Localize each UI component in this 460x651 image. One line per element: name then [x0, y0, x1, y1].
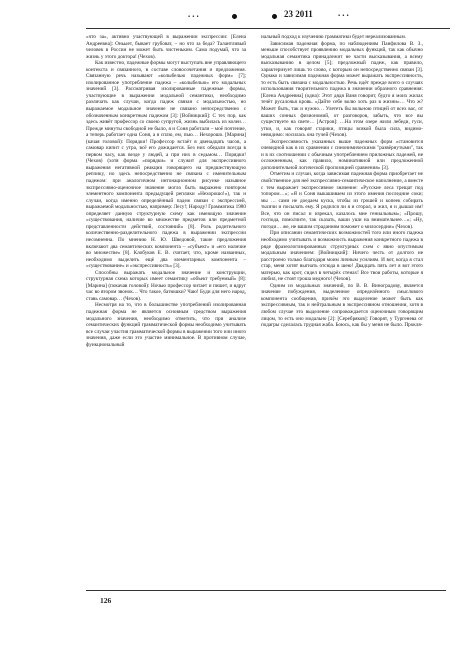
header-rule — [86, 28, 450, 29]
paragraph: «что за», активно участвующей в выражении экспрессии: [Елена Андреевна]: Оньыет, бывает грубоват, – но что за беда? Талантливый человек в России не может быть чистеньким. Сама подумай, что за жизнь у этого доктора! (Чехов). — [86, 34, 246, 60]
page-number: 126 — [100, 596, 112, 605]
running-header — [0, 0, 460, 30]
paragraph: Одним из модальных значений, по В. В. Виноградову, является значение побуждения, выделенное определённого смыслового компонента сообщения, причём это выделение может быть как экспрессивным, так и нейтральным в экспрессивном отношении, хотя в любом случае это выделение сопровождается оценочным говорящим лицом, то есть оно модально [2]: [Серебряков]: Говорят, у Тургенева от подагры сделалась грудная жаба. Боюсь, как бы у меня не было. Прокля- — [261, 282, 423, 329]
right-column — [261, 34, 423, 329]
footer-rule — [86, 590, 446, 591]
paragraph: Как известно, падежные формы могут выступать вне управляющего контекста и связанного, в составе словосочетания и предложения. Связанную речь называют «колыбелью падежных форм» [7]; изолированное употребление падежа – «колыбелью» его модальных значений [3]. Рассматривая изолированные падежные формы, участвующие в выражении модальной семантики, необходимо различать как случаи, когда падеж связан с модальностью, но выражаемое модальное значение не связано непосредственно с обозначенным конкретным падежом [3]: [Войницкий]: С тех пор, как здесь живёт профессор со своею супругой, жизнь выбилась из колеи… Прежде минуты свободной не было, я и Соня работали – моё почтение, а теперь работает одна Соня, а я сплю, ем, пью… Нехорошо. [Марина] (качая головой): Порядки! Профессор встаёт в двенадцать часов, а самовар кипит с утра, всё его дожидается. Без них обедали всегда в первом часу, как везде у людей, а при них в седьмом… Порядки! (Чехов) (хотя форма «порядки» и служит для экспрессивного выражения негативной реакции говорящего на предшествующую реплику, но здесь непосредственно не связана с именительным падежом: при аналогичном интонационном рисунке назывное экспрессивно-оценочное значение могло быть выражено повтором элементного компонента предыдущей реплики «Нехорошо!»), так и случаи, когда именно определённый падеж связан с экспрессией, выражаемой модальностью, например: Лесу!; Народу! Грамматика 1980 определяет данную структурную схему как имеющую значение «существования, наличие во множестве предметов или предметной представленности действий, состояний» [8]. Роль родительного количественно-разделительного падежа в выражении экспрессии несомненна. По мнению Н. Ю. Шведовой, такие предложения включают два семантических компонента – «субъект» и «его наличие во множестве» [8]. Клобуков Е. В. считает, что, кроме названных, необходимо выделить ещё два элементарных компонента – «существование» и «экспрессивность» [3]. — [86, 60, 246, 270]
left-column — [86, 34, 246, 348]
paragraph: При описании семантических возможностей того или иного падежа необходимо учитывать и возможность выражения конкретного падежа в ряде фразеологизированных структурных схем с явно опустимым модальным значением: [Войницкий]: Ничего честь от долгого не расстроено только благодаря моим личным усилиям. И вот, когда я стал стар, меня хотят выгнать отсюда в шею! Двадцать пять лет я вот этого матерью, как крот, сидел в четырёх стенах! Все твои работы, которые я любил, не стоят гроша медного! (Чехов). — [261, 230, 423, 283]
issue-number: 23 2011 — [284, 9, 313, 19]
header-dots-right: ... — [338, 8, 351, 18]
header-bullet-icon — [272, 14, 277, 19]
paragraph: нальный подход к изучению грамматики будет нереализованным. — [261, 34, 407, 40]
header-bullet-icon — [232, 14, 237, 19]
paragraph: Зависимая падежная форма, по наблюдениям Панфилова В. З., меньше способствует проявлению модальных функций, так как обычно модальная семантика принадлежит не части высказывания, а всему высказыванию в целом [5]; предложный падеж, как правило, характеризует лишь то слово, с которым он непосредственно связан [3]. Однако и зависимая падежная форма может выражать экспрессивность, то есть быть связана с модальностью. Речь идёт прежде всего о случаях использования творительного падежа в значении образного сравнения: [Елена Андреевна] (одна): Этот дядя Ваня говорит, будто я моих жилах течёт русалочья кровь. «Дайте себе волю хоть раз в жизни»… Что ж? Может быть, так и нужно… Улететь бы вольною птицей от всех вас, от ваших сонных физиономий, от разговоров, забыть, что все вы существуете на свете… [Астров]: …На этом озере жили лебеди, гуси, утки, и, как говорят старики, птицы всякой была сила, видимо-невидимо: носилась она тучей (Чехов). — [261, 40, 423, 139]
paragraph: Несмотря на то, что в большинстве употреблений изолированная падежная форма не является основным средством выражения модального значения, необходимо отметить, что при анализе семантических функций грамматической формы необходимо учитывать все случаи участия грамматической формы в выражении того или иного значения, даже если это участие минимальное. В противном случае, функциональный — [86, 302, 246, 348]
header-dots-left: ... — [188, 9, 201, 19]
paragraph: Экспрессивность указанных выше падежных форм «становится очевидной как в их сравнении с синонимическими "развёрнутыми", так и в их соотношении с обычным употреблением приложных падежей, не осложненным, как правило, номинативной или предложенной дополнительной логической пропозицией сравнения» [3]. — [261, 138, 423, 171]
paragraph: Способны выражать модальное значение и конструкции, структурная схема которых имеет семантику «объект требуемый» [8]: [Марина] (покачав головой): Ночью профессор читает и пишет, и вдруг час во втором звонок… Что такое, батюшки? Чаю! Буди для него народ, ставь самовар… (Чехов). — [86, 269, 246, 302]
paragraph: Отметим и случаи, когда зависимая падежная форма приобретает не свойственное для неё экспрессивно-семантическое наполнение, а вместе с тем выражает экспрессивное значение: «Русские леса трещат под топором…»; «Я и Соня выкашиваем из этого имения последние соки; мы … сами не доедаем куска, чтобы из грошей и копеек собирать тысячи и посылать ему. Я родился ли я и сгорал, и жил, я и дышал им! Все, что он писал и изрекал, казалось мне гениальным»; «Прошу, господа, помолчите, так сказать, ваши уши на внимательнее…»; «Ну, погоди… же, не вашим страданиям поможет о милосердии» (Чехов). — [261, 171, 423, 230]
